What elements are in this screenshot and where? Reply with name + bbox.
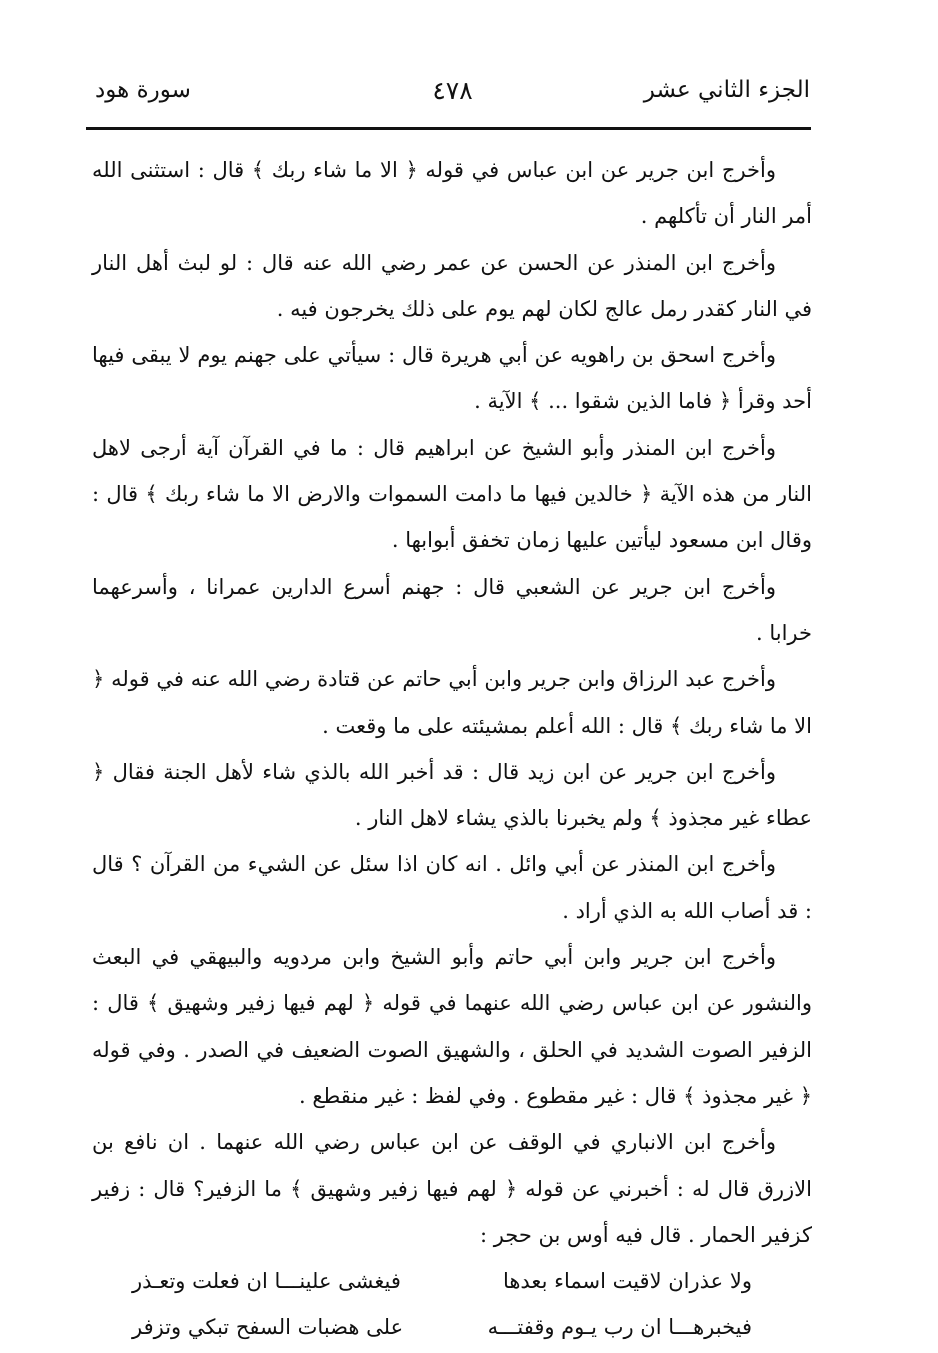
- poem: [92, 1258, 812, 1350]
- page-body: [92, 147, 812, 1350]
- poem-verse: [92, 1304, 812, 1350]
- page-number: ٤٧٨: [432, 75, 473, 105]
- verse-first-hemistich: ولا عذران لاقيت اسماء بعدها: [502, 1269, 752, 1294]
- header-part: الجزء الثاني عشر: [643, 77, 810, 103]
- paragraph: وأخرج ابن المنذر وأبو الشيخ عن ابراهيم قال : ما في القرآن آية أرجى لاهل النار من هذه الآية ﴿ خالدين فيها ما دامت السموات والارض الا ما شاء ربك ﴾ قال : وقال ابن مسعود ليأتين عليها زمان تخفق أبوابها .: [92, 435, 812, 553]
- verse-second-hemistich: على هضبات السفح تبكي وتزفر: [132, 1315, 404, 1340]
- paragraph: وأخرج اسحق بن راهويه عن أبي هريرة قال : سيأتي على جهنم يوم لا يبقى فيها أحد وقرأ ﴿ فاما الذين شقوا ... ﴾ الآية .: [92, 343, 812, 414]
- header-rule: [86, 127, 811, 130]
- poem-verse: [92, 1258, 812, 1304]
- page-header: [95, 70, 810, 110]
- paragraph: وأخرج ابن جرير عن ابن زيد قال : قد أخبر الله بالذي شاء لأهل الجنة فقال ﴿ عطاء غير مجذوذ ﴾ ولم يخبرنا بالذي يشاء لاهل النار .: [92, 759, 812, 831]
- paragraph: وأخرج ابن جرير عن ابن عباس في قوله ﴿ الا ما شاء ربك ﴾ قال : استثنى الله أمر النار أن تأكلهم .: [92, 158, 812, 229]
- verse-first-hemistich: فيخبرهـــا ان رب يـوم وقفتـــه: [487, 1315, 752, 1340]
- paragraph: وأخرج ابن الانباري في الوقف عن ابن عباس رضي الله عنهما . ان نافع بن الازرق قال له : أخبرني عن قوله ﴿ لهم فيها زفير وشهيق ﴾ ما الزفير؟ قال : زفير كزفير الحمار . قال فيه أوس بن حجر :: [92, 1130, 812, 1247]
- paragraph: وأخرج ابن جرير وابن أبي حاتم وأبو الشيخ وابن مردويه والبيهقي في البعث والنشور عن ابن عباس رضي الله عنهما في قوله ﴿ لهم فيها زفير وشهيق ﴾ قال : الزفير الصوت الشديد في الحلق ، والشهيق الصوت الضعيف في الصدر . وفي قوله ﴿ غير مجذوذ ﴾ قال : غير مقطوع . وفي لفظ : غير منقطع .: [92, 945, 812, 1108]
- verse-second-hemistich: فيغشى علينـــا ان فعلت وتعـذر: [132, 1269, 401, 1294]
- header-surah: سورة هود: [95, 77, 191, 103]
- paragraph: وأخرج ابن جرير عن الشعبي قال : جهنم أسرع الدارين عمرانا ، وأسرعهما خرابا .: [92, 574, 812, 645]
- paragraph: وأخرج ابن المنذر عن الحسن عن عمر رضي الله عنه قال : لو لبث أهل النار في النار كقدر رمل عالج لكان لهم يوم على ذلك يخرجون فيه .: [92, 250, 812, 321]
- paragraph: وأخرج ابن المنذر عن أبي وائل . انه كان اذا سئل عن الشيء من القرآن ؟ قال : قد أصاب الله به الذي أراد .: [92, 852, 812, 923]
- paragraph: وأخرج عبد الرزاق وابن جرير وابن أبي حاتم عن قتادة رضي الله عنه في قوله ﴿ الا ما شاء ربك ﴾ قال : الله أعلم بمشيئته على ما وقعت .: [92, 667, 812, 738]
